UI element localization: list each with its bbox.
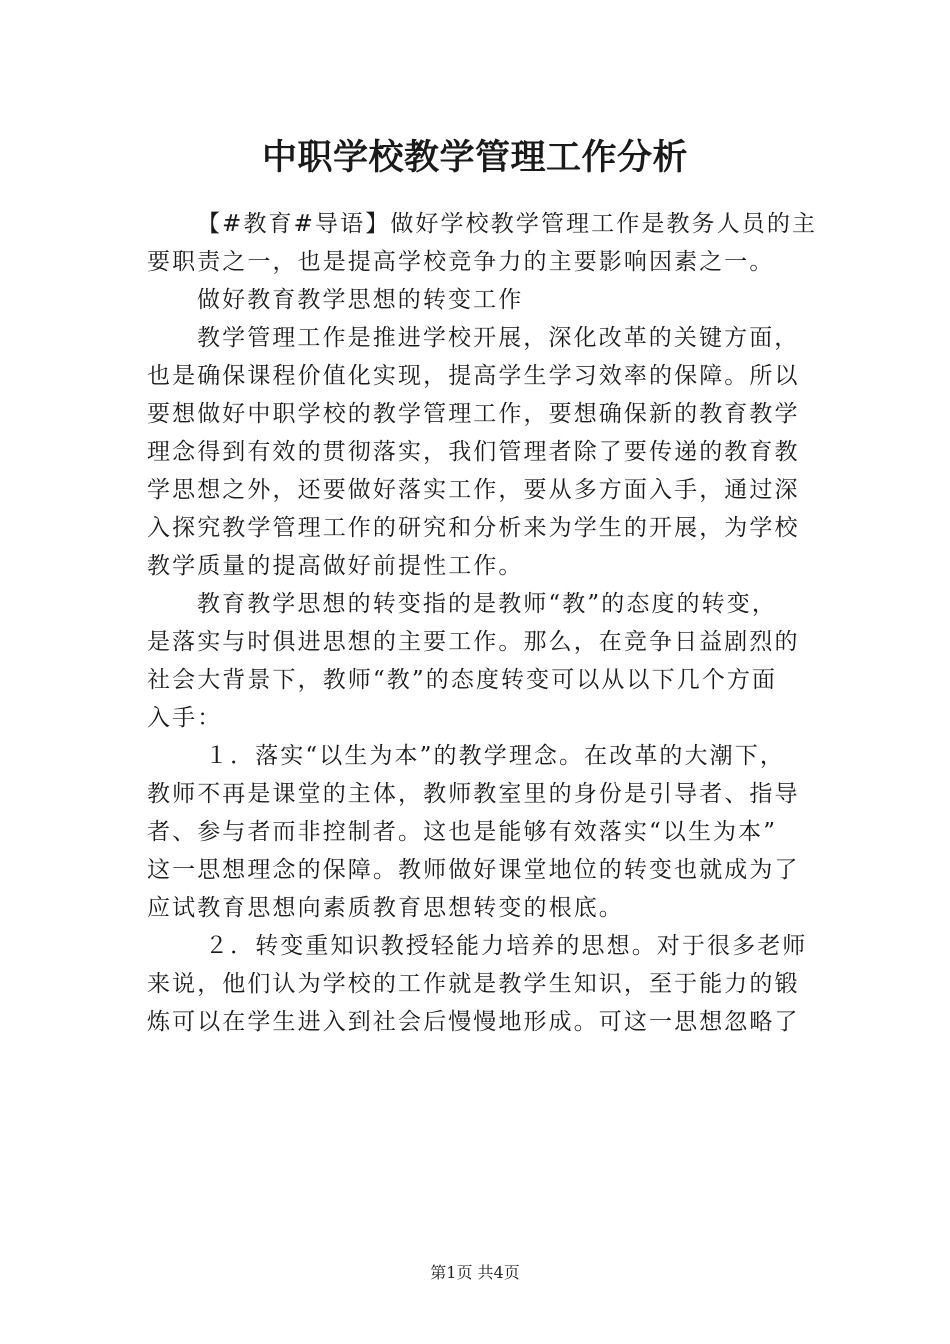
text-line: 这一思想理念的保障。教师做好课堂地位的转变也就成为了 <box>147 857 800 883</box>
text-line: 教学管理工作是推进学校开展，深化改革的关键方面， <box>197 325 800 351</box>
text-line: 教学质量的提高做好前提性工作。 <box>147 553 524 579</box>
paragraph <box>147 319 811 585</box>
text-line: ２．转变重知识教授轻能力培养的思想。对于很多老师 <box>205 933 808 959</box>
text-line: 理念得到有效的贯彻落实，我们管理者除了要传递的教育教 <box>147 439 800 465</box>
text-line: 应试教育思想向素质教育思想转变的根底。 <box>147 895 624 921</box>
text-line: 来说，他们认为学校的工作就是教学生知识，至于能力的锻 <box>147 971 800 997</box>
text-line: 要职责之一，也是提高学校竞争力的主要影响因素之一。 <box>147 249 775 275</box>
text-line: 也是确保课程价值化实现，提高学生学习效率的保障。所以 <box>147 363 800 389</box>
intro-paragraph <box>147 205 818 281</box>
text-line: 教师不再是课堂的主体，教师教室里的身份是引导者、指导 <box>147 781 800 807</box>
paragraph <box>147 585 811 737</box>
text-line: 教育教学思想的转变指的是教师“教”的态度的转变， <box>197 591 777 617</box>
document-title: 中职学校教学管理工作分析 <box>261 137 688 178</box>
text-line: 【#教育#导语】做好学校教学管理工作是教务人员的主 <box>197 211 818 237</box>
text-line: 做好教育教学思想的转变工作 <box>197 287 524 313</box>
text-line: １．落实“以生为本”的教学理念。在改革的大潮下， <box>205 743 785 769</box>
text-line: 入探究教学管理工作的研究和分析来为学生的开展，为学校 <box>147 515 800 541</box>
section-heading <box>147 281 811 319</box>
page-number: 第1页 共4页 <box>430 1263 520 1282</box>
text-line: 是落实与时俱进思想的主要工作。那么，在竞争日益剧烈的 <box>147 629 800 655</box>
text-line: 社会大背景下，教师“教”的态度转变可以从以下几个方面 <box>147 667 778 693</box>
text-line: 入手： <box>147 705 223 731</box>
list-item-paragraph <box>147 737 811 927</box>
text-line: 炼可以在学生进入到社会后慢慢地形成。可这一思想忽略了 <box>147 1009 800 1035</box>
text-line: 学思想之外，还要做好落实工作，要从多方面入手，通过深 <box>147 477 800 503</box>
text-line: 要想做好中职学校的教学管理工作，要想确保新的教育教学 <box>147 401 800 427</box>
text-line: 者、参与者而非控制者。这也是能够有效落实“以生为本” <box>147 819 778 845</box>
list-item-paragraph <box>147 927 811 1041</box>
document-body <box>147 205 818 1041</box>
